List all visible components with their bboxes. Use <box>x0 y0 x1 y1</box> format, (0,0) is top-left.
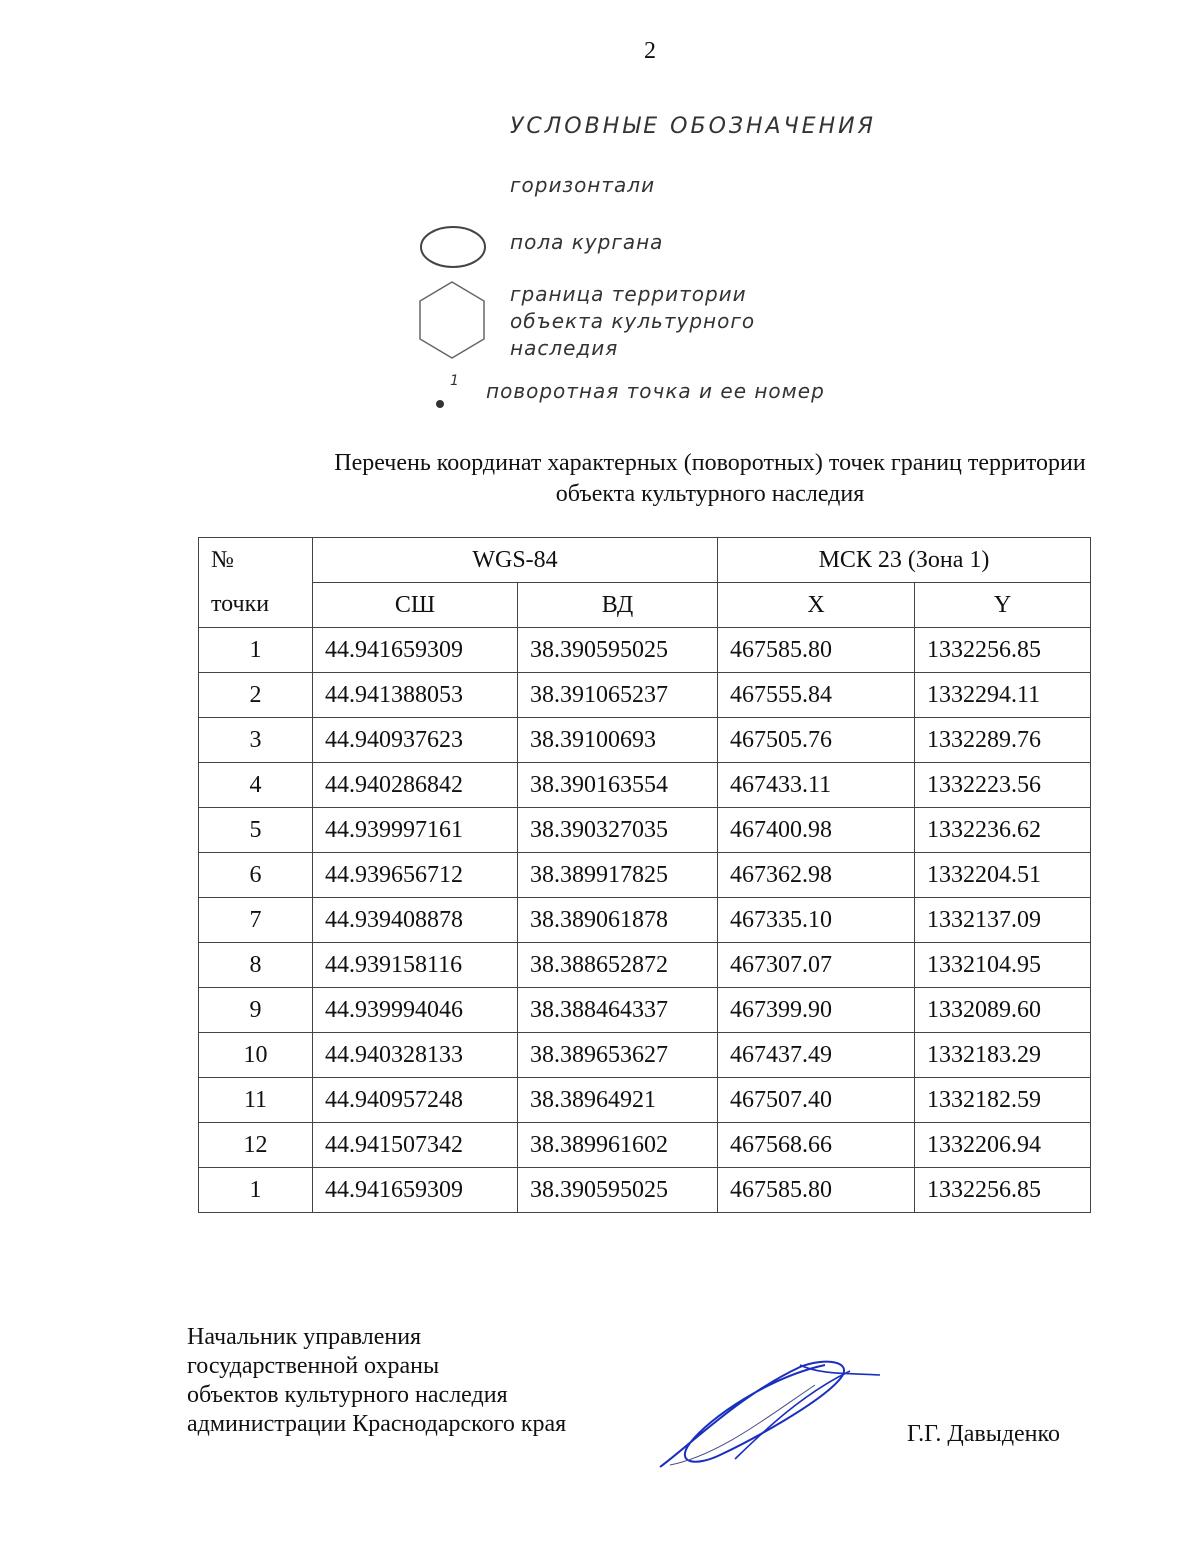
table-row <box>199 1078 1091 1123</box>
cell-longitude: 38.390595025 <box>518 628 718 673</box>
cell-longitude: 38.38964921 <box>518 1078 718 1123</box>
cell-y: 1332256.85 <box>915 628 1091 673</box>
cell-x: 467335.10 <box>718 898 915 943</box>
cell-point-number: 7 <box>199 898 313 943</box>
cell-point-number: 10 <box>199 1033 313 1078</box>
cell-latitude: 44.940937623 <box>313 718 518 763</box>
cell-latitude: 44.939994046 <box>313 988 518 1033</box>
table-body <box>199 628 1091 1213</box>
cell-latitude: 44.941507342 <box>313 1123 518 1168</box>
cell-x: 467555.84 <box>718 673 915 718</box>
header-msk23: МСК 23 (Зона 1) <box>718 538 1091 583</box>
cell-longitude: 38.390163554 <box>518 763 718 808</box>
cell-x: 467568.66 <box>718 1123 915 1168</box>
signer-position-line-1: Начальник управления <box>187 1324 422 1350</box>
legend-label-turning-point: поворотная точка и ее номер <box>486 379 825 403</box>
cell-y: 1332183.29 <box>915 1033 1091 1078</box>
cell-longitude: 38.390595025 <box>518 1168 718 1213</box>
table-row <box>199 988 1091 1033</box>
cell-latitude: 44.940957248 <box>313 1078 518 1123</box>
cell-point-number: 2 <box>199 673 313 718</box>
legend-title: УСЛОВНЫЕ ОБОЗНАЧЕНИЯ <box>510 114 876 139</box>
cell-longitude: 38.389653627 <box>518 1033 718 1078</box>
cell-x: 467307.07 <box>718 943 915 988</box>
cell-point-number: 1 <box>199 628 313 673</box>
cell-latitude: 44.939656712 <box>313 853 518 898</box>
legend-label-boundary-line-3: наследия <box>510 336 619 360</box>
table-caption-line-2: объекта культурного наследия <box>555 481 865 507</box>
cell-point-number: 11 <box>199 1078 313 1123</box>
signer-position-line-3: объектов культурного наследия <box>187 1382 508 1408</box>
cell-y: 1332206.94 <box>915 1123 1091 1168</box>
header-lon: ВД <box>518 583 718 628</box>
cell-point-number: 1 <box>199 1168 313 1213</box>
table-row <box>199 718 1091 763</box>
legend-label-mound: пола кургана <box>510 230 664 254</box>
page-number: 2 <box>644 38 656 64</box>
header-point: точки <box>199 583 313 628</box>
table-row <box>199 673 1091 718</box>
header-x: X <box>718 583 915 628</box>
cell-point-number: 9 <box>199 988 313 1033</box>
cell-latitude: 44.940328133 <box>313 1033 518 1078</box>
signature-block <box>187 1323 566 1439</box>
cell-y: 1332289.76 <box>915 718 1091 763</box>
cell-x: 467399.90 <box>718 988 915 1033</box>
cell-latitude: 44.939408878 <box>313 898 518 943</box>
table-row <box>199 898 1091 943</box>
table-header-row-2 <box>199 583 1091 628</box>
cell-x: 467437.49 <box>718 1033 915 1078</box>
table-row <box>199 808 1091 853</box>
cell-longitude: 38.388652872 <box>518 943 718 988</box>
cell-x: 467362.98 <box>718 853 915 898</box>
cell-x: 467585.80 <box>718 1168 915 1213</box>
table-row <box>199 1123 1091 1168</box>
header-y: Y <box>915 583 1091 628</box>
cell-x: 467400.98 <box>718 808 915 853</box>
table-header-row-1 <box>199 538 1091 583</box>
cell-y: 1332236.62 <box>915 808 1091 853</box>
ellipse-icon <box>418 224 488 270</box>
cell-y: 1332223.56 <box>915 763 1091 808</box>
signer-position-line-4: администрации Краснодарского края <box>187 1411 567 1437</box>
signer-position-line-2: государственной охраны <box>187 1353 440 1379</box>
cell-y: 1332089.60 <box>915 988 1091 1033</box>
cell-point-number: 3 <box>199 718 313 763</box>
cell-longitude: 38.388464337 <box>518 988 718 1033</box>
cell-longitude: 38.390327035 <box>518 808 718 853</box>
cell-x: 467433.11 <box>718 763 915 808</box>
legend-label-boundary-line-2: объекта культурного <box>510 309 756 333</box>
handwritten-signature <box>650 1355 890 1475</box>
coordinates-table <box>198 537 1091 1213</box>
cell-point-number: 12 <box>199 1123 313 1168</box>
cell-longitude: 38.39100693 <box>518 718 718 763</box>
cell-x: 467507.40 <box>718 1078 915 1123</box>
table-row <box>199 1033 1091 1078</box>
table-caption <box>180 448 1200 510</box>
cell-point-number: 5 <box>199 808 313 853</box>
cell-longitude: 38.389061878 <box>518 898 718 943</box>
cell-longitude: 38.391065237 <box>518 673 718 718</box>
cell-y: 1332182.59 <box>915 1078 1091 1123</box>
cell-y: 1332294.11 <box>915 673 1091 718</box>
cell-x: 467505.76 <box>718 718 915 763</box>
cell-longitude: 38.389961602 <box>518 1123 718 1168</box>
turning-point-icon <box>432 396 448 412</box>
header-number-sign: № <box>199 538 313 583</box>
hexagon-icon <box>412 280 492 360</box>
cell-y: 1332256.85 <box>915 1168 1091 1213</box>
cell-latitude: 44.941659309 <box>313 1168 518 1213</box>
cell-latitude: 44.939997161 <box>313 808 518 853</box>
cell-y: 1332137.09 <box>915 898 1091 943</box>
cell-x: 467585.80 <box>718 628 915 673</box>
legend-label-boundary-line-1: граница территории <box>510 282 747 306</box>
table-row <box>199 943 1091 988</box>
cell-point-number: 8 <box>199 943 313 988</box>
cell-y: 1332104.95 <box>915 943 1091 988</box>
cell-point-number: 6 <box>199 853 313 898</box>
signer-name: Г.Г. Давыденко <box>907 1421 1060 1447</box>
cell-point-number: 4 <box>199 763 313 808</box>
table-row <box>199 763 1091 808</box>
cell-latitude: 44.940286842 <box>313 763 518 808</box>
header-wgs84: WGS-84 <box>313 538 718 583</box>
legend-marker-number: 1 <box>450 373 460 389</box>
table-caption-line-1: Перечень координат характерных (поворотных) точек границ территории <box>334 450 1086 476</box>
cell-y: 1332204.51 <box>915 853 1091 898</box>
cell-latitude: 44.941659309 <box>313 628 518 673</box>
table-row <box>199 628 1091 673</box>
header-lat: СШ <box>313 583 518 628</box>
table-row <box>199 853 1091 898</box>
table-row <box>199 1168 1091 1213</box>
cell-latitude: 44.939158116 <box>313 943 518 988</box>
legend-label-contours: горизонтали <box>510 173 656 197</box>
cell-longitude: 38.389917825 <box>518 853 718 898</box>
legend-label-boundary <box>510 281 755 362</box>
cell-latitude: 44.941388053 <box>313 673 518 718</box>
